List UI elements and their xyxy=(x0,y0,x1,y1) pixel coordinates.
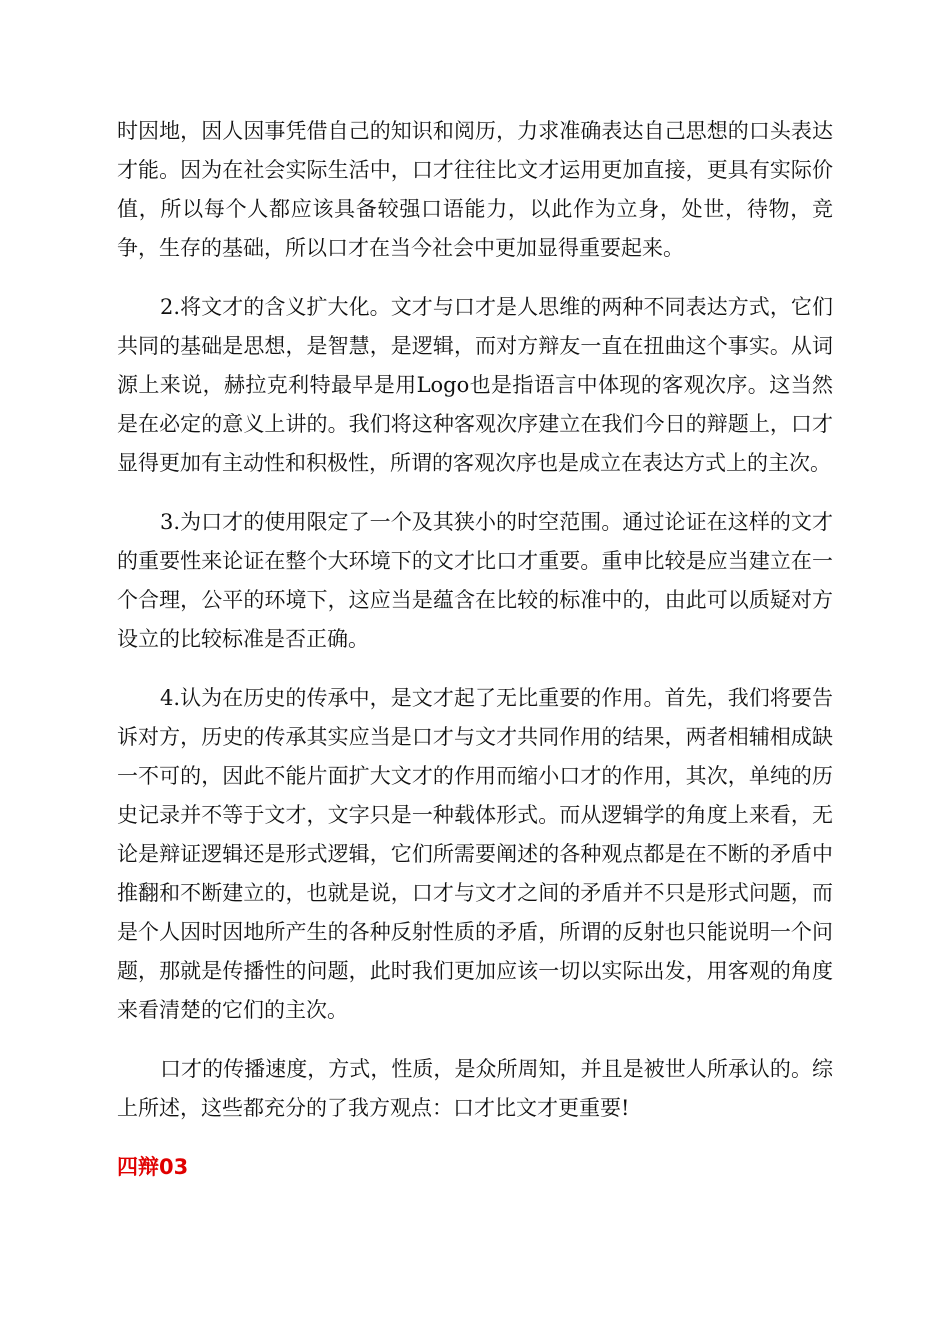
paragraph-point-4: 4.认为在历史的传承中，是文才起了无比重要的作用。首先，我们将要告诉对方，历史的传承其实应当是口才与文才共同作用的结果，两者相辅相成缺一不可的，因此不能片面扩大文才的作用而缩小口才的作用，其次，单纯的历史记录并不等于文才，文字只是一种载体形式。而从逻辑学的角度上来看，无论是辩证逻辑还是形式逻辑，它们所需要阐述的各种观点都是在不断的矛盾中推翻和不断建立的，也就是说，口才与文才之间的矛盾并不只是形式问题，而是个人因时因地所产生的各种反射性质的矛盾，所谓的反射也只能说明一个问题，那就是传播性的问题，此时我们更加应该一切以实际出发，用客观的角度来看清楚的它们的主次。 xyxy=(117,686,833,1022)
paragraph-continuation: 时因地，因人因事凭借自己的知识和阅历，力求准确表达自己思想的口头表达才能。因为在社会实际生活中，口才往往比文才运用更加直接，更具有实际价值，所以每个人都应该具备较强口语能力，以此作为立身，处世，待物，竞争，生存的基础，所以口才在当今社会中更加显得重要起来。 xyxy=(117,119,833,260)
document-body xyxy=(117,112,833,1187)
paragraph-point-3: 3.为口才的使用限定了一个及其狭小的时空范围。通过论证在这样的文才的重要性来论证在整个大环境下的文才比口才重要。重申比较是应当建立在一个合理，公平的环境下，这应当是蕴含在比较的标准中的，由此可以质疑对方设立的比较标准是否正确。 xyxy=(117,510,833,651)
paragraph-point-2: 2.将文才的含义扩大化。文才与口才是人思维的两种不同表达方式，它们共同的基础是思想，是智慧，是逻辑，而对方辩友一直在扭曲这个事实。从词源上来说，赫拉克利特最早是用Logo也是指语言中体现的客观次序。这当然是在必定的意义上讲的。我们将这种客观次序建立在我们今日的辩题上，口才显得更加有主动性和积极性，所谓的客观次序也是成立在表达方式上的主次。 xyxy=(117,295,833,475)
section-heading: 四辩03 xyxy=(117,1155,189,1179)
paragraph-conclusion: 口才的传播速度，方式，性质，是众所周知，并且是被世人所承认的。综上所述，这些都充分的了我方观点：口才比文才更重要! xyxy=(117,1057,833,1120)
